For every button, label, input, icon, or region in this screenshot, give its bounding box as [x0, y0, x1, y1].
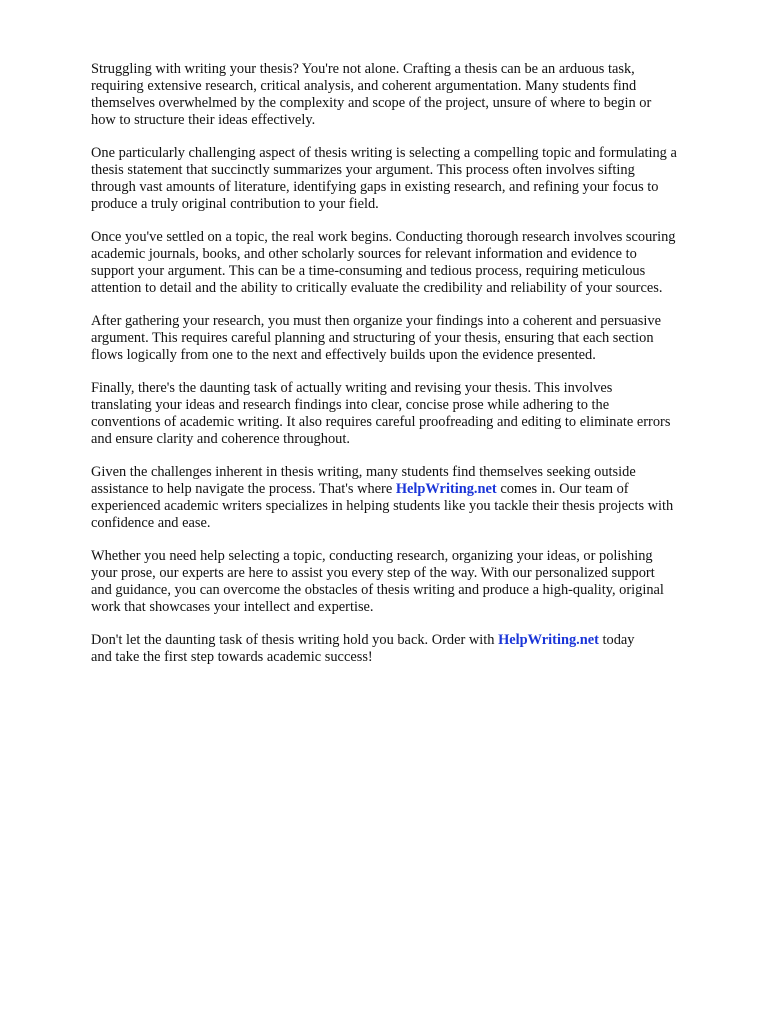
paragraph-intro: Struggling with writing your thesis? You're not alone. Crafting a thesis can be an arduous task, requiring extensive research, critical analysis, and coherent argumentation. Many students find themselves overwhelmed by the complexity and scope of the project, unsure of where to begin or how to structure their ideas effectively. — [91, 61, 652, 128]
paragraph-support: Whether you need help selecting a topic, conducting research, organizing your ideas, or polishing your prose, our experts are here to assist you every step of the way. With our personalized support and guidance, you can overcome the obstacles of thesis writing and produce a high-quality, original work that showcases your intellect and expertise. — [91, 548, 664, 615]
paragraph-assistance-text-start: Given the challenges inherent in thesis writing, many students find themselves seeking outside assistance to help navigate the process. That's where — [91, 464, 636, 497]
helpwriting-order-link[interactable]: HelpWriting.net — [498, 632, 599, 648]
paragraph-assistance-text-end: comes in. Our team of experienced academic writers specializes in helping students like you tackle their thesis projects with confidence and ease. — [91, 481, 674, 531]
paragraph-cta-text-end: today and take the first step towards academic success! — [91, 632, 635, 665]
paragraph-call-to-action — [91, 632, 731, 666]
paragraph-assistance — [91, 464, 731, 532]
paragraph-research: Once you've settled on a topic, the real work begins. Conducting thorough research involves scouring academic journals, books, and other scholarly sources for relevant information and evidence to support your argument. This can be a time-consuming and tedious process, requiring meticulous attention to detail and the ability to critically evaluate the credibility and reliability of your sources. — [91, 229, 676, 296]
paragraph-organize: After gathering your research, you must then organize your findings into a coherent and persuasive argument. This requires careful planning and structuring of your thesis, ensuring that each section flows logically from one to the next and effectively builds upon the evidence presented. — [91, 313, 661, 363]
document-body — [91, 61, 731, 682]
helpwriting-link[interactable]: HelpWriting.net — [395, 481, 497, 497]
paragraph-topic: One particularly challenging aspect of thesis writing is selecting a compelling topic and formulating a thesis statement that succinctly summarizes your argument. This process often involves sifting through vast amounts of literature, identifying gaps in existing research, and refining your focus to produce a truly original contribution to your field. — [91, 145, 677, 212]
paragraph-writing: Finally, there's the daunting task of actually writing and revising your thesis. This involves translating your ideas and research findings into clear, concise prose while adhering to the conventions of academic writing. It also requires careful proofreading and editing to eliminate errors and ensure clarity and coherence throughout. — [91, 380, 671, 447]
paragraph-cta-text-start: Don't let the daunting task of thesis writing hold you back. Order with — [91, 632, 499, 648]
